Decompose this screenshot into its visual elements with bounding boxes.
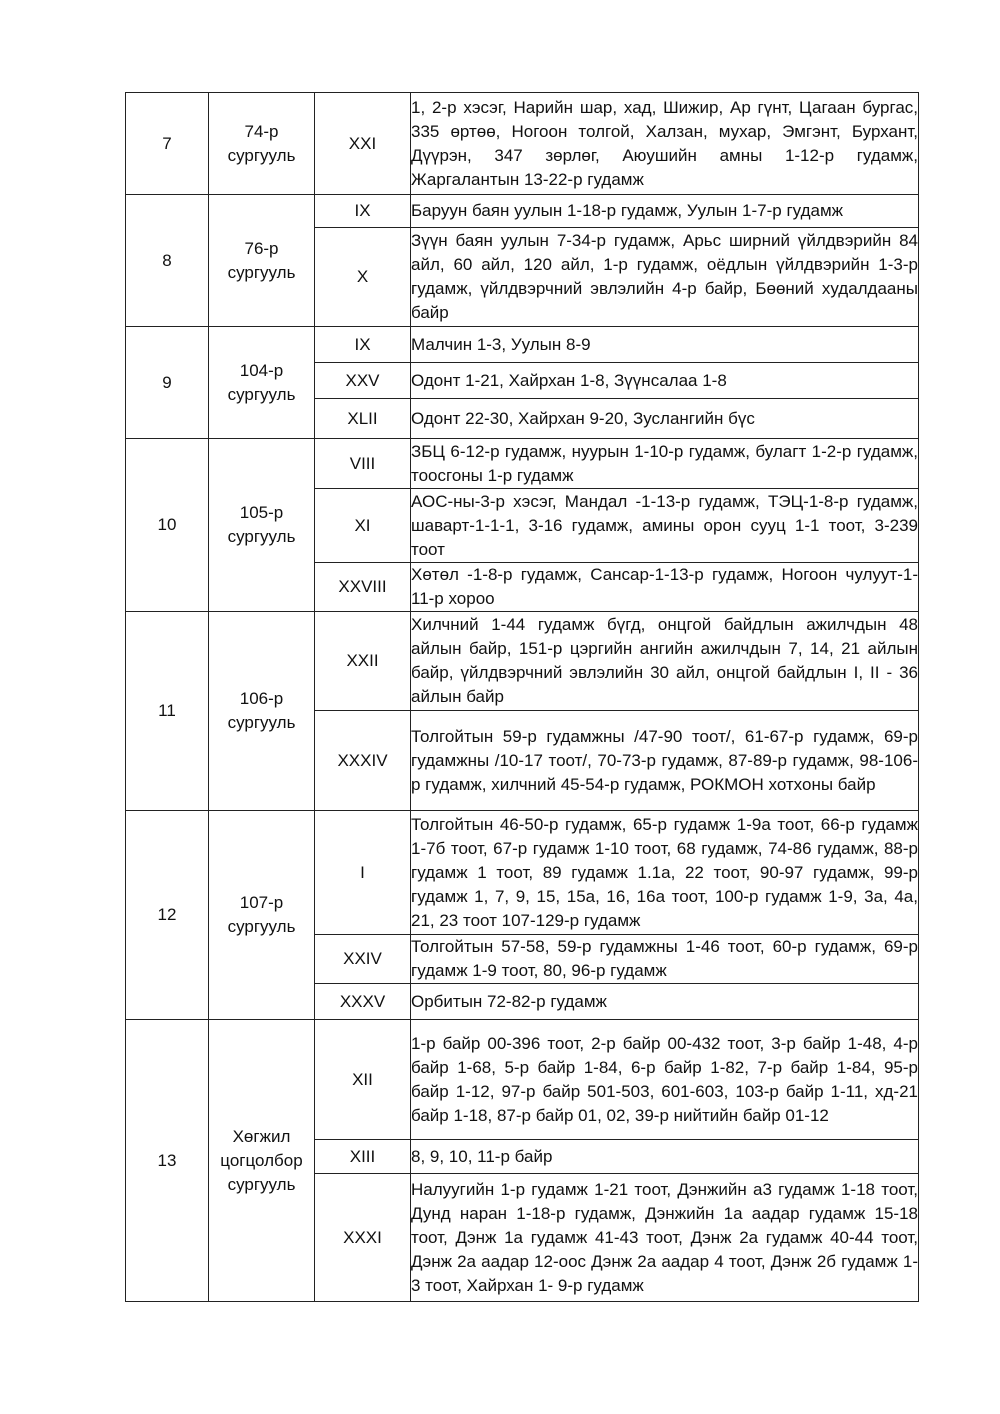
khoroo-number: XXXIV (315, 711, 411, 811)
school-name (209, 439, 315, 612)
row-number: 7 (126, 93, 209, 195)
khoroo-number: XLII (315, 399, 411, 439)
table-row (126, 1020, 919, 1140)
address-cell: Одонт 1-21, Хайрхан 1-8, Зүүнсалаа 1-8 (411, 363, 919, 399)
khoroo-number: XXV (315, 363, 411, 399)
address-cell: Зүүн баян уулын 7-34-р гудамж, Арьс ширний үйлдвэрийн 84 айл, 60 айл, 120 айл, 1-р гудамж, оёдлын үйлдвэрийн 1-3-р гудамж, үйлдвэрчний эвлэлийн 4-р байр, Бөөний худалдааны байр (411, 228, 919, 327)
row-number: 13 (126, 1020, 209, 1302)
address-cell: Баруун баян уулын 1-18-р гудамж, Уулын 1-7-р гудамж (411, 195, 919, 228)
school-name-line: сургууль (227, 917, 296, 936)
row-number: 11 (126, 612, 209, 811)
school-name-line: 104-р (239, 360, 284, 380)
school-name-line: 107-р (239, 893, 284, 912)
khoroo-number: XIII (315, 1140, 411, 1174)
address-cell: Толгойтын 46-50-р гудамж, 65-р гудамж 1-9а тоот, 66-р гудамж 1-7б тоот, 67-р гудамж 1-10 тоот, 68 гудамж, 74-86 гудамж, 88-р гудамж 1 тоот, 89 гудамж 1.1а, 22 тоот, 90-97 гудамж, 99-р гудамж 1, 7, 9, 15, 15а, 16, 16а тоот, 100-р гудамж 1-9, 3а, 4а, 21, 23 тоот 107-129-р гудамж (411, 811, 919, 935)
table-row (126, 811, 919, 935)
school-name-line: Хөгжил (232, 1126, 291, 1146)
school-name (209, 93, 315, 195)
khoroo-number: XI (315, 489, 411, 563)
khoroo-number: XXII (315, 612, 411, 711)
school-name-line: сургууль (227, 527, 296, 546)
school-name-line: сургууль (227, 145, 296, 165)
khoroo-number: XXIV (315, 935, 411, 984)
school-name-line: цогцолбор (220, 1150, 303, 1170)
address-cell: 1-р байр 00-396 тоот, 2-р байр 00-432 тоот, 3-р байр 1-48, 4-р байр 1-68, 5-р байр 1-84, 6-р байр 1-82, 7-р байр 1-84, 95-р байр 1-12, 97-р байр 501-503, 601-603, 103-р байр 1-11, хд-21 байр 1-18, 87-р байр 01, 02, 39-р нийтийн байр 01-12 (411, 1020, 919, 1140)
school-name (209, 1020, 315, 1302)
address-cell: Налуугийн 1-р гудамж 1-21 тоот, Дэнжийн а3 гудамж 1-18 тоот, Дунд наран 1-18-р гудамж, Дэнжийн 1а аадар гудамж 15-18 тоот, Дэнж 1а гудамж 41-43 тоот, Дэнж 2а гудамж 40-44 тоот, Дэнж 2а аадар 12-оос Дэнж 2а аадар 4 тоот, Дэнж 2б гудамж 1-3 тоот, Хайрхан 1- 9-р гудамж (411, 1174, 919, 1302)
school-name (209, 811, 315, 1020)
address-cell: ЗБЦ 6-12-р гудамж, нуурын 1-10-р гудамж, булагт 1-2-р гудамж, тоосгоны 1-р гудамж (411, 439, 919, 489)
address-cell: Хилчний 1-44 гудамж бүгд, онцгой байдлын ажилчдын 48 айлын байр, 151-р цэргийн ангийн ажилчдын 7, 14, 21 айлын байр, үйлдвэрчний эвлэлийн 30 айл, онцгой байдлын I, II - 36 айлын байр (411, 612, 919, 711)
school-name-line: 105-р (239, 503, 284, 522)
address-cell: Малчин 1-3, Уулын 8-9 (411, 327, 919, 363)
table-row (126, 327, 919, 363)
school-name-line: сургууль (227, 262, 296, 282)
school-name (209, 327, 315, 439)
address-cell: 1, 2-р хэсэг, Нарийн шар, хад, Шижир, Ар гүнт, Цагаан бургас, 335 өртөө, Ногоон толгой, Халзан, мухар, Эмгэнт, Бурхант, Дүүрэн, 347 зөрлөг, Аюушийн амны 1-12-р гудамж, Жаргалантын 13-22-р гудамж (411, 93, 919, 195)
khoroo-number: X (315, 228, 411, 327)
row-number: 12 (126, 811, 209, 1020)
school-name (209, 195, 315, 327)
school-name-line: 106-р (239, 689, 284, 708)
address-cell: Одонт 22-30, Хайрхан 9-20, Зуслангийн бүс (411, 399, 919, 439)
khoroo-number: IX (315, 327, 411, 363)
row-number: 10 (126, 439, 209, 612)
khoroo-number: XXXV (315, 984, 411, 1020)
address-cell: Толгойтын 59-р гудамжны /47-90 тоот/, 61-67-р гудамж, 69-р гудамжны /10-17 тоот/, 70-73-р гудамж, 87-89-р гудамж, 98-106-р гудамж, хилчний 45-54-р гудамж, РОКМОН хотхоны байр (411, 711, 919, 811)
school-name-line: сургууль (227, 713, 296, 732)
school-name-line: сургууль (227, 1174, 296, 1194)
school-name-line: 74-р (244, 121, 279, 141)
khoroo-number: XXI (315, 93, 411, 195)
row-number: 8 (126, 195, 209, 327)
address-cell: Хөтөл -1-8-р гудамж, Сансар-1-13-р гудамж, Ногоон чулуут-1-11-р хороо (411, 563, 919, 612)
khoroo-number: IX (315, 195, 411, 228)
table-row (126, 93, 919, 195)
address-cell: Орбитын 72-82-р гудамж (411, 984, 919, 1020)
table-row (126, 195, 919, 228)
school-name-line: 76-р (244, 238, 279, 258)
khoroo-number: I (315, 811, 411, 935)
address-cell: АОС-ны-3-р хэсэг, Мандал -1-13-р гудамж, ТЭЦ-1-8-р гудамж, шаварт-1-1-1, 3-16 гудамж, амины орон сууц 1-1 тоот, 3-239 тоот (411, 489, 919, 563)
table-row (126, 612, 919, 711)
khoroo-number: XII (315, 1020, 411, 1140)
school-name-line: сургууль (227, 384, 296, 404)
khoroo-number: VIII (315, 439, 411, 489)
row-number: 9 (126, 327, 209, 439)
address-cell: 8, 9, 10, 11-р байр (411, 1140, 919, 1174)
district-school-table (125, 92, 919, 1302)
school-name (209, 612, 315, 811)
khoroo-number: XXVIII (315, 563, 411, 612)
address-cell: Толгойтын 57-58, 59-р гудамжны 1-46 тоот, 60-р гудамж, 69-р гудамж 1-9 тоот, 80, 96-р гудамж (411, 935, 919, 984)
khoroo-number: XXXI (315, 1174, 411, 1302)
table-row (126, 439, 919, 489)
